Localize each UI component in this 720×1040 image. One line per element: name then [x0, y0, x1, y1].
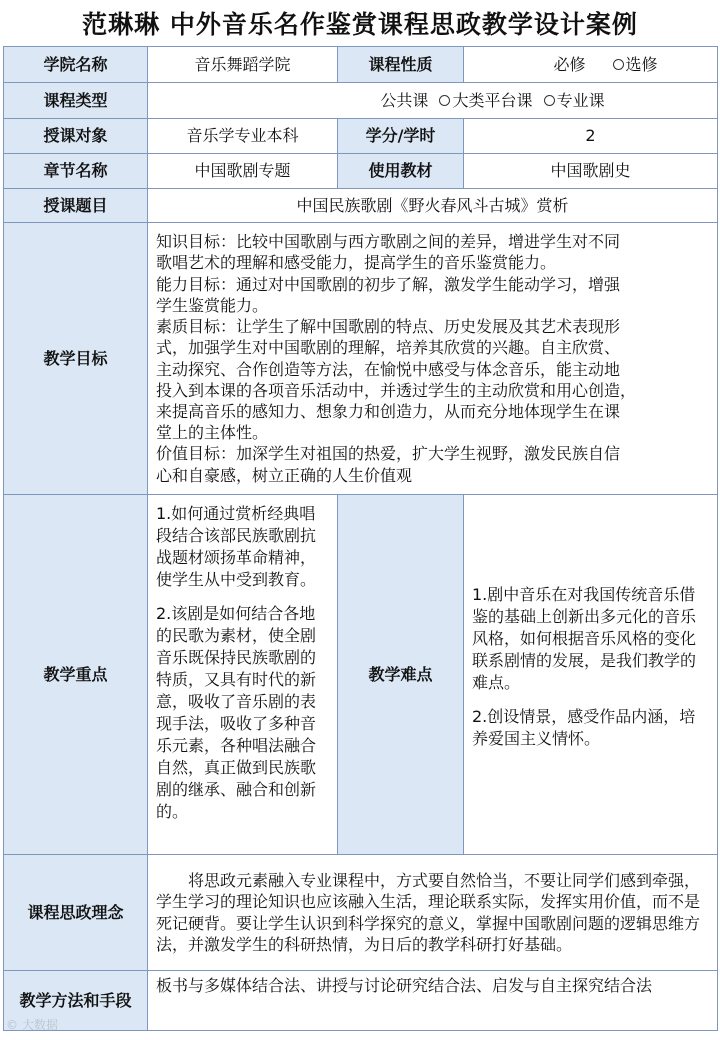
college-value: 音乐舞蹈学院: [148, 47, 338, 83]
type-option-platform: 大类平台课: [439, 91, 532, 111]
credit-label: 学分/学时: [338, 119, 464, 154]
goals-line: 式，加强学生对中国歌剧的理解，培养其欣赏的兴趣。自主欣赏、: [156, 338, 621, 358]
difficulty-item: 2.创设情景，感受作品内涵，培养爱国主义情怀。: [472, 706, 696, 748]
chapter-label: 章节名称: [4, 154, 148, 189]
type-selected: 公共课: [380, 90, 429, 110]
row-ideology: [4, 855, 718, 971]
keypoints-content: [148, 495, 338, 855]
row-type: [4, 83, 718, 119]
audience-label: 授课对象: [4, 119, 148, 154]
methods-content: [148, 971, 718, 1031]
goals-line: 心和自豪感，树立正确的人生价值观: [156, 465, 413, 485]
row-methods: [4, 971, 718, 1031]
goals-line: 价值目标：加深学生对祖国的热爱，扩大学生视野，激发民族自信: [156, 444, 621, 464]
goals-label: 教学目标: [4, 223, 148, 495]
row-college: [4, 47, 718, 83]
row-goals: [4, 223, 718, 495]
college-label: 学院名称: [4, 47, 148, 83]
keypoints-label: 教学重点: [4, 495, 148, 855]
difficulty-item: 1.剧中音乐在对我国传统音乐借鉴的基础上创新出多元化的音乐风格，如何根据音乐风格的变化联系剧情的发展，是我们教学的难点。: [472, 584, 697, 692]
page-title: 范琳琳 中外音乐名作鉴赏课程思政教学设计案例: [82, 10, 638, 39]
radio-circle-icon: [613, 59, 624, 70]
ideology-label: 课程思政理念: [4, 855, 148, 971]
ideology-text: 将思政元素融入专业课程中，方式要自然恰当，不要让同学们感到牵强，学生学习的理论知识也应该融入生活，理论联系实际，发挥实用价值，而不是死记硬背。要让学生认识到科学探究的意义，掌握中国歌剧问题的逻辑思维方法，并激发学生的科研热情，为日后的教学科研打好基础。: [156, 870, 701, 954]
goals-line: 知识目标：比较中国歌剧与西方歌剧之间的差异，增进学生对不同: [156, 232, 621, 252]
keypoint-item: 2.该剧是如何结合各地的民歌为素材，使全剧音乐既保持民族歌剧的特质，又具有时代的新意，吸收了音乐剧的表现手法，吸收了多种音乐元素，各种唱法融合自然，真正做到民族歌剧的继承、融合和创新的。: [156, 604, 317, 821]
textbook-label: 使用教材: [338, 154, 464, 189]
goals-line: 堂上的主体性。: [156, 423, 269, 443]
keypoint-item: 1.如何通过赏析经典唱段结合该部民族歌剧抗战题材颂扬革命精神，使学生从中受到教育。: [156, 504, 317, 589]
type-option-major: 专业课: [544, 91, 605, 111]
goals-line: 投入到本课的各项音乐活动中，并透过学生的主动欣赏和用心创造，: [156, 380, 637, 400]
nature-label: 课程性质: [338, 47, 464, 83]
radio-circle-icon: [439, 95, 450, 106]
topic-label: 授课题目: [4, 189, 148, 223]
difficulties-content: [464, 495, 718, 855]
row-audience: [4, 119, 718, 154]
nature-option-elective: 选修: [613, 55, 658, 75]
credit-value: 2: [464, 119, 718, 154]
nature-selected: 必修: [553, 54, 586, 74]
goals-content: [148, 223, 718, 495]
goals-line: 歌唱艺术的理解和感受能力，提高学生的音乐鉴赏能力。: [156, 253, 557, 273]
watermark-logo-icon: ©: [6, 1018, 18, 1032]
goals-line: 来提高音乐的感知力、想象力和创造力，从而充分地体现学生在课: [156, 401, 621, 421]
topic-value: 中国民族歌剧《野火春风斗古城》赏析: [148, 189, 718, 223]
row-chapter: [4, 154, 718, 189]
goals-line: 主动探究、合作创造等方法，在愉悦中感受与体念音乐，能主动地: [156, 359, 621, 379]
goals-line: 素质目标：让学生了解中国歌剧的特点、历史发展及其艺术表现形: [156, 317, 621, 337]
chapter-value: 中国歌剧专题: [148, 154, 338, 189]
methods-label: 教学方法和手段: [4, 971, 148, 1031]
goals-line: 能力目标：通过对中国歌剧的初步了解，激发学生能动学习，增强: [156, 274, 621, 294]
radio-circle-icon: [544, 95, 555, 106]
row-topic: [4, 189, 718, 223]
row-keypoints: [4, 495, 718, 855]
watermark: © 大数据: [6, 1018, 58, 1032]
difficulties-label: 教学难点: [338, 495, 464, 855]
audience-value: 音乐学专业本科: [148, 119, 338, 154]
textbook-value: 中国歌剧史: [464, 154, 718, 189]
ideology-content: [148, 855, 718, 971]
type-value: [148, 83, 718, 119]
course-design-table: [3, 46, 718, 1031]
methods-text: 板书与多媒体结合法、讲授与讨论研究结合法、启发与自主探究结合法: [156, 976, 653, 995]
nature-value: [464, 47, 718, 83]
type-label: 课程类型: [4, 83, 148, 119]
goals-line: 学生鉴赏能力。: [156, 295, 269, 315]
